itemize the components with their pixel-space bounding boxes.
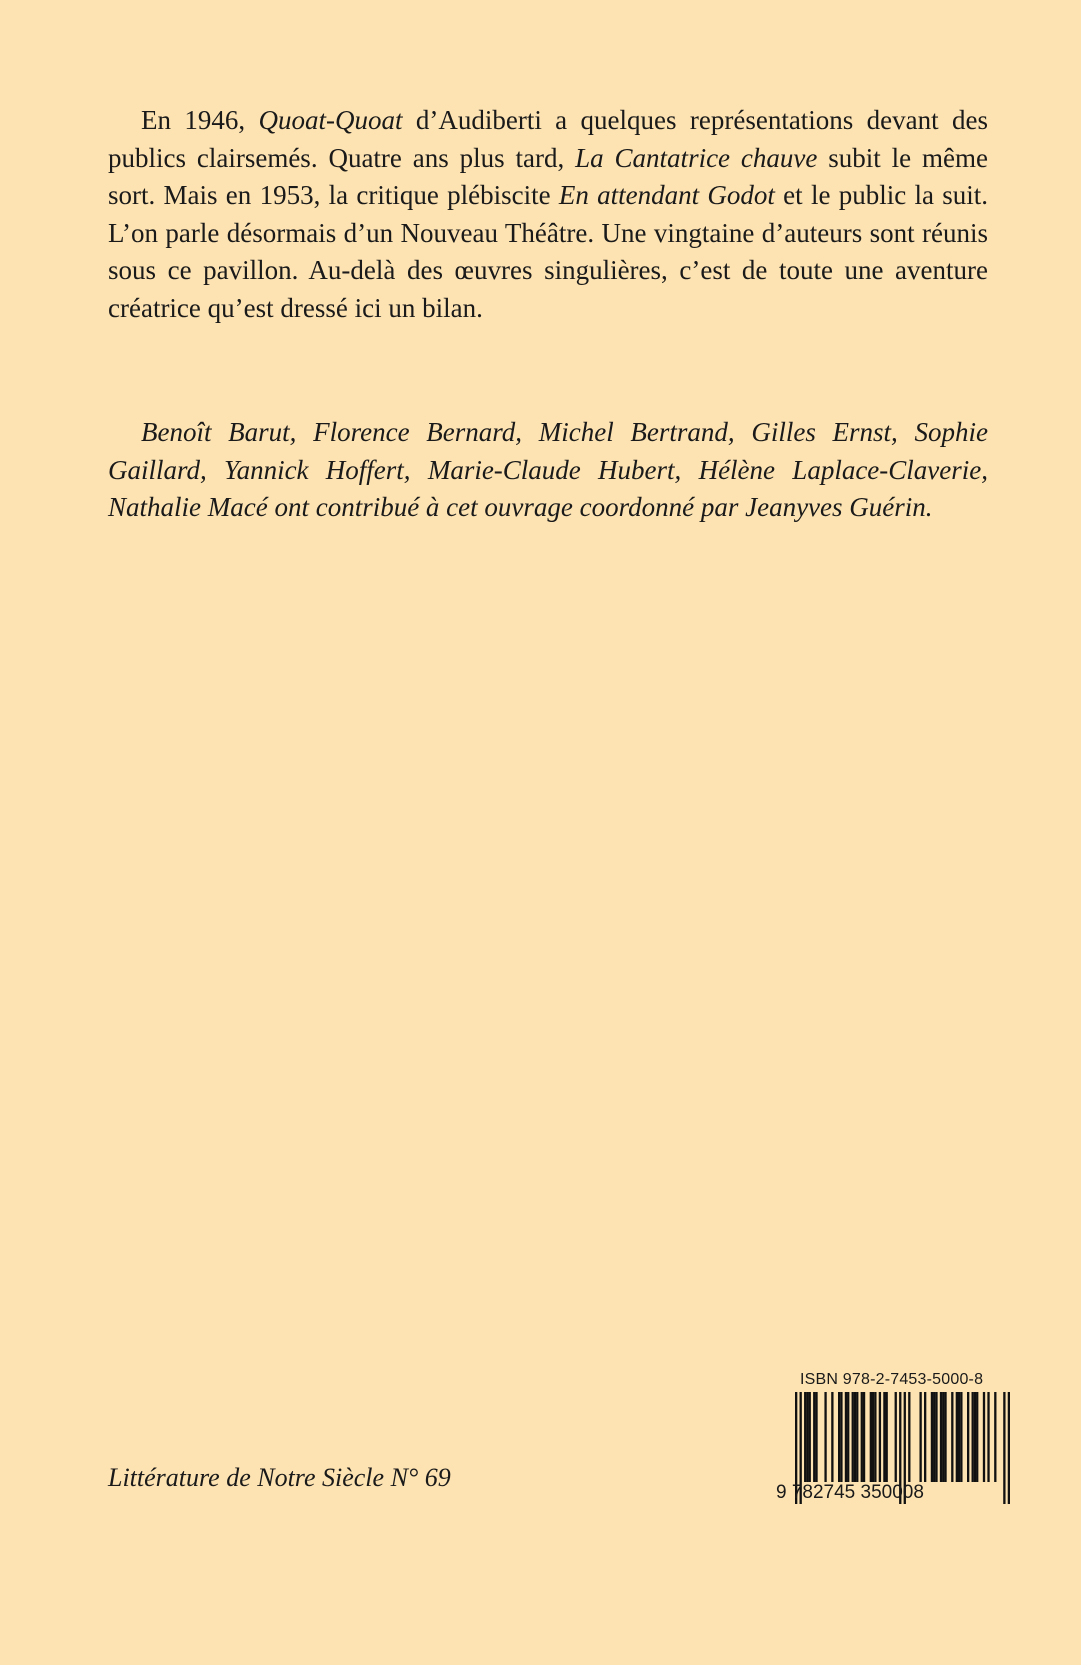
barcode-bar [838,1392,840,1482]
barcode-bar [809,1392,811,1482]
barcode-bar [874,1392,876,1482]
barcode-bar [951,1392,953,1482]
barcode-bar [924,1392,926,1482]
barcode-bar [863,1392,865,1482]
contributors-paragraph: Benoît Barut, Florence Bernard, Michel Bertrand, Gilles Ernst, Sophie Gaillard, Yannick Hoffert, Marie-Claude Hubert, Hélène Laplace-Claverie, Nathalie Macé ont contribué à cet ouvrage coordonné par Jeanyves Guérin. [108,417,988,522]
title-en-attendant-godot: En attendant Godot [558,180,775,210]
barcode-bar [831,1392,833,1482]
barcode-bar [870,1392,872,1482]
barcode-bar [908,1392,910,1482]
title-la-cantatrice-chauve: La Cantatrice chauve [575,142,818,173]
barcode-bar [854,1392,856,1482]
barcode-bar [974,1392,976,1482]
barcode-bar [967,1392,969,1482]
barcode-bar [944,1392,946,1482]
barcode-bar [972,1392,974,1482]
barcode-bar [886,1392,888,1482]
barcode-bar [994,1392,996,1482]
title-quoat-quoat: Quoat-Quoat [258,105,403,135]
barcode-digits [776,1482,1016,1504]
isbn-label: ISBN 978-2-7453-5000-8 [800,1371,984,1388]
blurb-text-4: et le public la suit. L’on parle désormais d’un Nouveau Théâtre. Une vingtaine d’auteurs sont réunis sous ce pavillon. Au-delà des œuvres singulières, c’est de toute une aventure créatrice qu’est dressé ici un bilan. [108,180,989,323]
barcode-bar [852,1392,854,1482]
blurb-text-1: En 1946, [141,105,259,135]
barcode-bar [804,1392,806,1482]
barcode-bar [861,1392,863,1482]
barcode-digits-text: 9 782745 350008 [776,1482,924,1503]
barcode-bar [879,1392,881,1482]
barcode-bar [931,1392,933,1482]
barcode-bar [806,1392,808,1482]
barcode-bar [919,1392,921,1482]
barcode-bar [933,1392,935,1482]
blurb-text-3: subit le même sort. Mais en 1953, la critique plébiscite [108,142,988,210]
barcode-bar [813,1392,815,1482]
barcode-bar [847,1392,849,1482]
barcode-bar [976,1392,978,1482]
barcode-bar [942,1392,944,1482]
barcode-bar [940,1392,942,1482]
barcode-bar [987,1392,989,1482]
barcode-bar [856,1392,858,1482]
barcode-bar [824,1392,826,1482]
barcode-bar [872,1392,874,1482]
barcode-bar [845,1392,847,1482]
barcode-bar [840,1392,842,1482]
blurb-paragraph [108,102,988,327]
barcode-bar [883,1392,885,1482]
series-label: Littérature de Notre Siècle N° 69 [108,1463,451,1492]
barcode-bar [935,1392,937,1482]
barcode-bar [960,1392,962,1482]
barcode-bar [815,1392,817,1482]
blurb-text-2: d’Audiberti a quelques représentations devant des publics clairsemés. Quatre ans plus tard, [108,105,989,173]
barcode-bar [895,1392,897,1482]
barcode-bar [958,1392,960,1482]
barcode-bar [983,1392,985,1482]
barcode-bar [956,1392,958,1482]
